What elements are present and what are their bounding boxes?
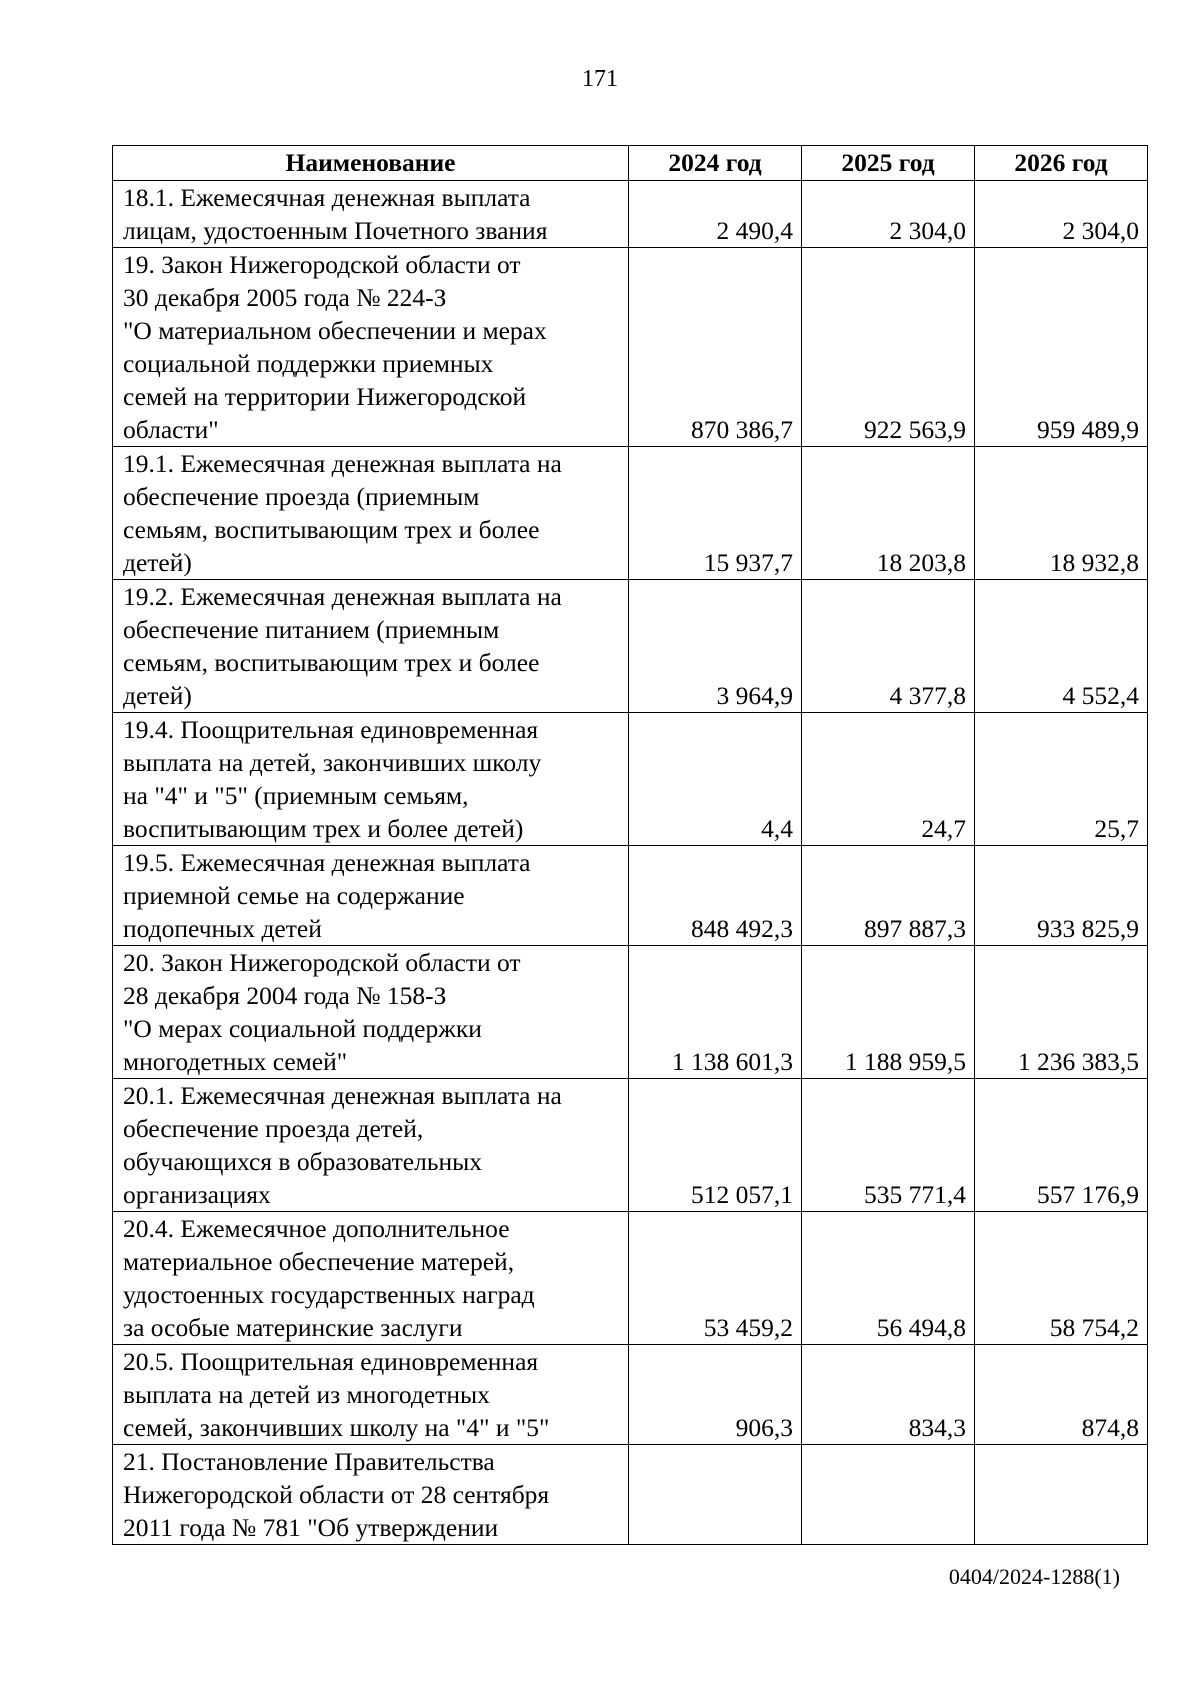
row-value-2025: 897 887,3 [802, 846, 975, 946]
header-2025: 2025 год [802, 146, 975, 181]
table-row [113, 1212, 1148, 1345]
row-value-2026: 4 552,4 [975, 580, 1148, 713]
table-row [113, 1445, 1148, 1545]
row-value-2024: 15 937,7 [629, 447, 802, 580]
table-row [113, 447, 1148, 580]
row-name: 20. Закон Нижегородской области от 28 декабря 2004 года № 158-З "О мерах социальной поддержки многодетных семей" [113, 946, 629, 1079]
row-name: 19.1. Ежемесячная денежная выплата на обеспечение проезда (приемным семьям, воспитывающим трех и более детей) [113, 447, 629, 580]
row-value-2026 [975, 1445, 1148, 1545]
table-row [113, 248, 1148, 447]
row-name: 19.5. Ежемесячная денежная выплата приемной семье на содержание подопечных детей [113, 846, 629, 946]
row-name: 20.5. Поощрительная единовременная выплата на детей из многодетных семей, закончивших школу на "4" и "5" [113, 1345, 629, 1445]
row-name: 20.1. Ежемесячная денежная выплата на обеспечение проезда детей, обучающихся в образовательных организациях [113, 1079, 629, 1212]
row-value-2024: 53 459,2 [629, 1212, 802, 1345]
row-value-2025: 834,3 [802, 1345, 975, 1445]
row-value-2025: 2 304,0 [802, 181, 975, 248]
header-2024: 2024 год [629, 146, 802, 181]
row-name: 19. Закон Нижегородской области от 30 декабря 2005 года № 224-З "О материальном обеспечении и мерах социальной поддержки приемных семей на территории Нижегородской области" [113, 248, 629, 447]
row-value-2026: 1 236 383,5 [975, 946, 1148, 1079]
row-value-2025: 1 188 959,5 [802, 946, 975, 1079]
row-name: 18.1. Ежемесячная денежная выплата лицам, удостоенным Почетного звания [113, 181, 629, 248]
row-value-2026: 18 932,8 [975, 447, 1148, 580]
row-value-2025: 922 563,9 [802, 248, 975, 447]
row-value-2026: 959 489,9 [975, 248, 1148, 447]
row-value-2025: 535 771,4 [802, 1079, 975, 1212]
row-value-2024: 906,3 [629, 1345, 802, 1445]
row-value-2024: 870 386,7 [629, 248, 802, 447]
row-value-2025: 56 494,8 [802, 1212, 975, 1345]
row-name: 19.2. Ежемесячная денежная выплата на обеспечение питанием (приемным семьям, воспитывающим трех и более детей) [113, 580, 629, 713]
header-name: Наименование [113, 146, 629, 181]
table-row [113, 713, 1148, 846]
row-value-2024: 512 057,1 [629, 1079, 802, 1212]
header-2026: 2026 год [975, 146, 1148, 181]
budget-table [112, 145, 1148, 1545]
row-value-2024 [629, 1445, 802, 1545]
row-value-2024: 2 490,4 [629, 181, 802, 248]
table-row [113, 580, 1148, 713]
row-value-2024: 4,4 [629, 713, 802, 846]
row-value-2025: 18 203,8 [802, 447, 975, 580]
table-header-row [113, 146, 1148, 181]
table-row [113, 1079, 1148, 1212]
table-row [113, 181, 1148, 248]
table-row [113, 846, 1148, 946]
row-value-2024: 3 964,9 [629, 580, 802, 713]
row-value-2026: 2 304,0 [975, 181, 1148, 248]
row-value-2026: 58 754,2 [975, 1212, 1148, 1345]
row-value-2026: 874,8 [975, 1345, 1148, 1445]
table-row [113, 946, 1148, 1079]
page-number: 171 [582, 66, 618, 92]
row-name: 19.4. Поощрительная единовременная выплата на детей, закончивших школу на "4" и "5" (приемным семьям, воспитывающим трех и более детей) [113, 713, 629, 846]
row-value-2024: 848 492,3 [629, 846, 802, 946]
row-value-2024: 1 138 601,3 [629, 946, 802, 1079]
row-value-2026: 933 825,9 [975, 846, 1148, 946]
document-code: 0404/2024-1288(1) [948, 1564, 1120, 1589]
row-value-2025 [802, 1445, 975, 1545]
row-name: 20.4. Ежемесячное дополнительное материальное обеспечение матерей, удостоенных государственных наград за особые материнские заслуги [113, 1212, 629, 1345]
row-value-2025: 4 377,8 [802, 580, 975, 713]
row-value-2025: 24,7 [802, 713, 975, 846]
row-value-2026: 557 176,9 [975, 1079, 1148, 1212]
table-row [113, 1345, 1148, 1445]
row-name: 21. Постановление Правительства Нижегородской области от 28 сентября 2011 года № 781 "Об утверждении [113, 1445, 629, 1545]
row-value-2026: 25,7 [975, 713, 1148, 846]
